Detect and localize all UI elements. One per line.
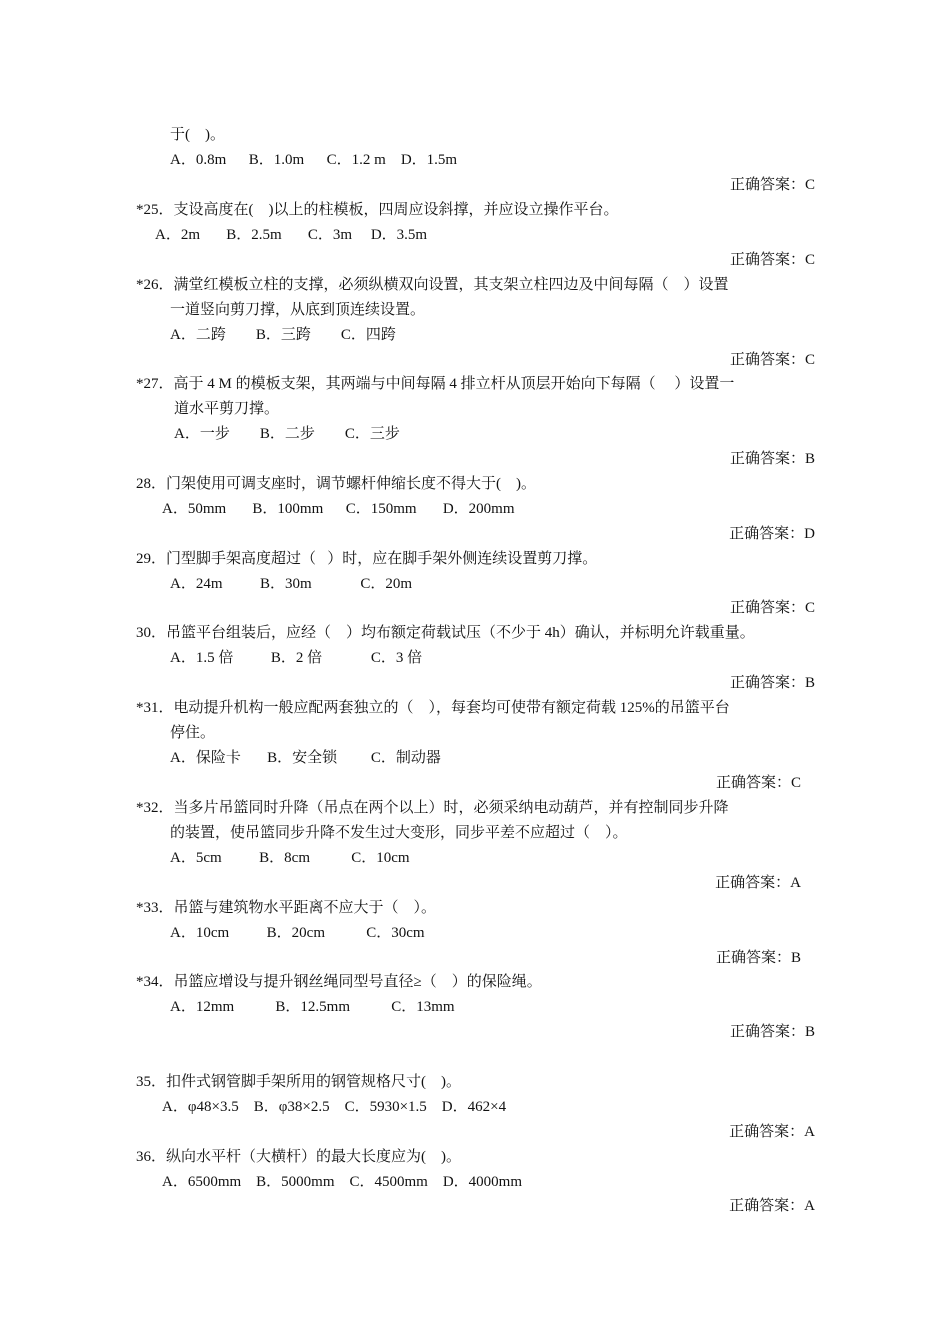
question-28-text: 28．门架使用可调支座时，调节螺杆伸缩长度不得大于( )。 [136,476,536,492]
question-32-answer: 正确答案：A [715,875,801,891]
question-25-text: *25．支设高度在( )以上的柱模板，四周应设斜撑，并应设立操作平台。 [136,202,619,218]
question-26-answer: 正确答案：C [729,352,815,368]
question-24-options: A．0.8m B．1.0m C．1.2 m D．1.5m [170,152,458,168]
question-34-answer: 正确答案：B [729,1024,815,1040]
question-31-answer: 正确答案：C [715,775,801,791]
question-29-answer: 正确答案：C [729,600,815,616]
question-33-text: *33．吊篮与建筑物水平距离不应大于（ ）。 [136,900,437,916]
question-26-text-line2: 一道竖向剪刀撑，从底到顶连续设置。 [170,302,426,318]
question-30-text: 30．吊篮平台组装后，应经（ ）均布额定荷载试压（不少于 4h）确认，并标明允许载重量。 [136,625,755,641]
question-29-options: A．24m B．30m C．20m [170,576,413,592]
question-27-answer: 正确答案：B [729,451,815,467]
question-31-text-line1: *31．电动提升机构一般应配两套独立的（ ），每套均可使带有额定荷载 125%的吊篮平台 [136,700,730,716]
question-32-text-line1: *32．当多片吊篮同时升降（吊点在两个以上）时，必须采纳电动葫芦，并有控制同步升降 [136,800,729,816]
question-32-text-line2: 的装置，使吊篮同步升降不发生过大变形，同步平差不应超过（ ）。 [170,825,628,841]
question-34-text: *34．吊篮应增设与提升钢丝绳同型号直径≥（ ）的保险绳。 [136,974,542,990]
question-34-options: A．12mm B．12.5mm C．13mm [170,999,455,1015]
question-28-answer: 正确答案：D [729,526,815,542]
question-30-options: A．1.5 倍 B．2 倍 C．3 倍 [170,650,423,666]
question-25-options: A．2m B．2.5m C．3m D．3.5m [155,227,428,243]
question-27-text-line1: *27．高于 4 M 的模板支架，其两端与中间每隔 4 排立杆从顶层开始向下每隔（ ）设置一 [136,376,735,392]
question-35-options: A．φ48×3.5 B．φ38×2.5 C．5930×1.5 D．462×4 [162,1099,507,1115]
question-26-text-line1: *26．满堂红模板立柱的支撑，必须纵横双向设置，其支架立柱四边及中间每隔（ ）设置 [136,277,729,293]
question-31-options: A．保险卡 B．安全锁 C．制动器 [170,750,441,766]
question-27-options: A．一步 B．二步 C．三步 [174,426,400,442]
question-31-text-line2: 停住。 [170,725,216,741]
question-35-text: 35．扣件式钢管脚手架所用的钢管规格尺寸( )。 [136,1074,461,1090]
question-24-answer: 正确答案：C [729,177,815,193]
question-33-answer: 正确答案：B [715,950,801,966]
question-26-options: A．二跨 B．三跨 C．四跨 [170,327,396,343]
question-33-options: A．10cm B．20cm C．30cm [170,925,425,941]
question-25-answer: 正确答案：C [729,252,815,268]
question-36-answer: 正确答案：A [729,1198,815,1214]
question-29-text: 29．门型脚手架高度超过（ ）时，应在脚手架外侧连续设置剪刀撑。 [136,551,598,567]
question-28-options: A．50mm B．100mm C．150mm D．200mm [162,501,515,517]
question-36-options: A．6500mm B．5000mm C．4500mm D．4000mm [162,1174,523,1190]
question-30-answer: 正确答案：B [729,675,815,691]
question-36-text: 36．纵向水平杆（大横杆）的最大长度应为( )。 [136,1149,461,1165]
question-35-answer: 正确答案：A [729,1124,815,1140]
question-32-options: A．5cm B．8cm C．10cm [170,850,410,866]
question-27-text-line2: 道水平剪刀撑。 [174,401,280,417]
question-24-continuation: 于( )。 [170,127,225,143]
